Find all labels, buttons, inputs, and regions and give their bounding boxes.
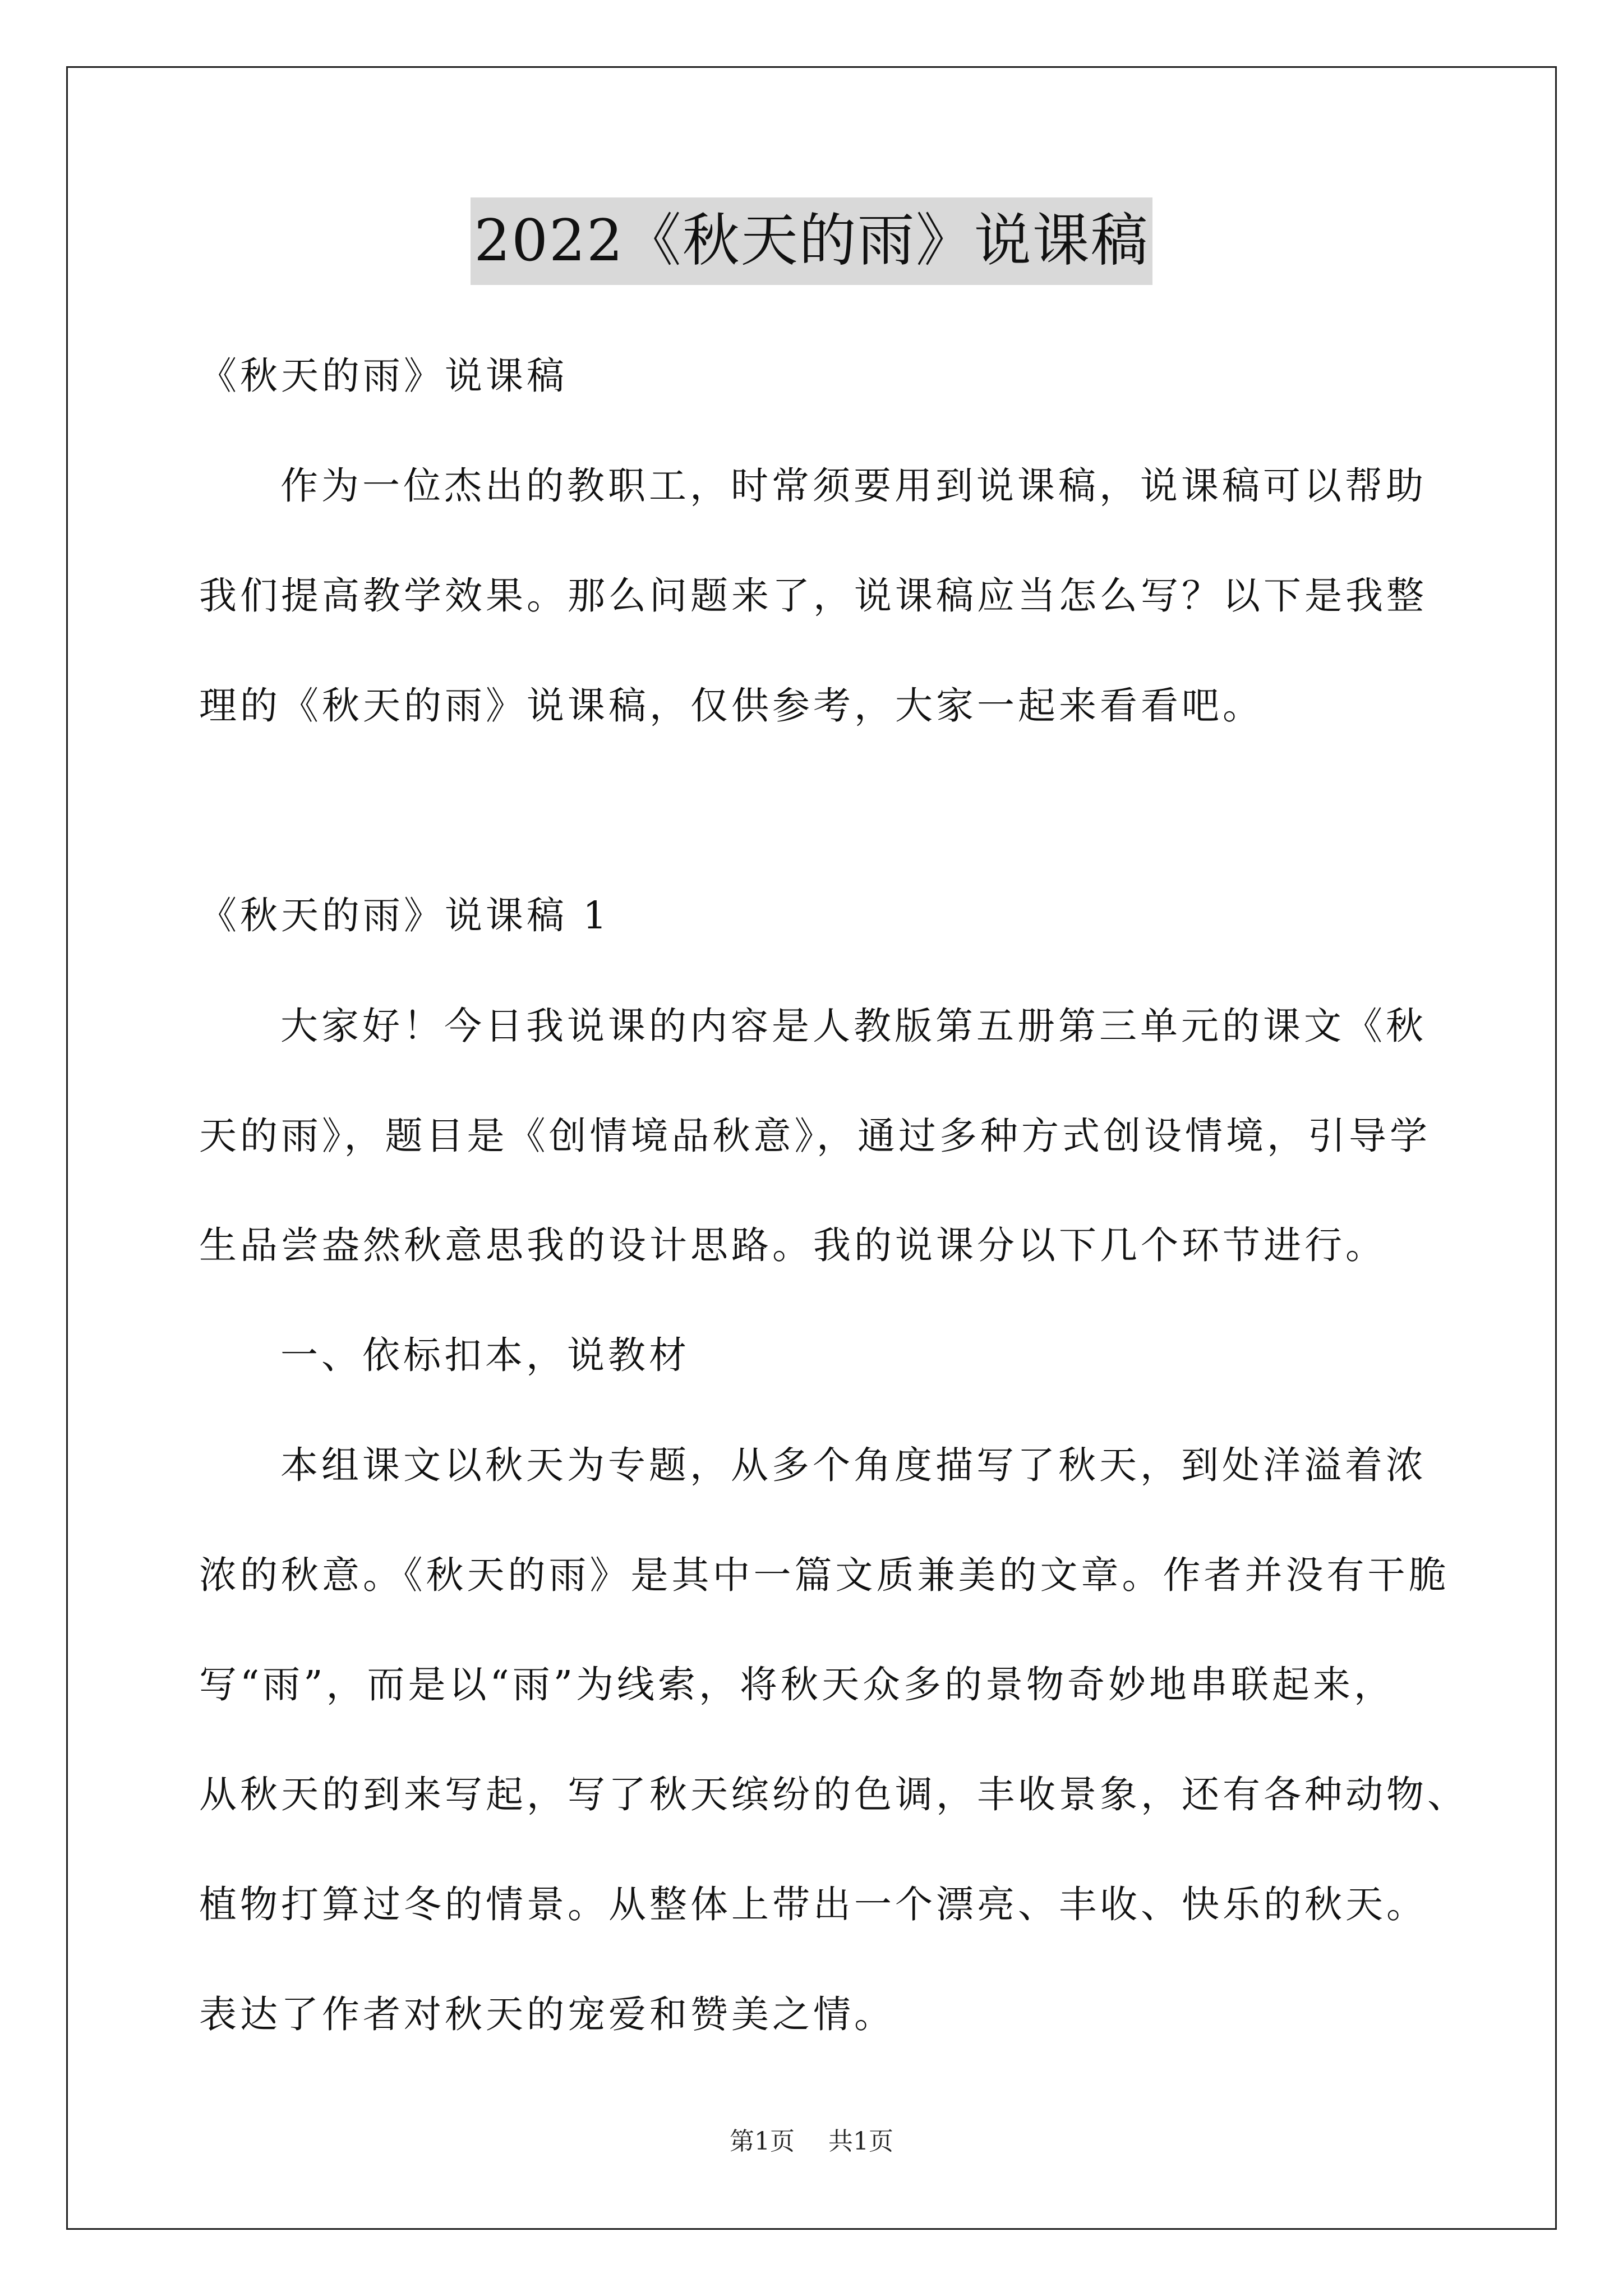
- title-container: [0, 197, 1623, 285]
- section-heading: 《秋天的雨》说课稿 1: [199, 894, 610, 937]
- paragraph-line: 作为一位杰出的教职工，时常须要用到说课稿，说课稿可以帮助: [280, 464, 1427, 508]
- paragraph-line: 植物打算过冬的情景。从整体上带出一个漂亮、丰收、快乐的秋天。: [199, 1883, 1427, 1926]
- paragraph-line: 我们提高教学效果。那么问题来了，说课稿应当怎么写？以下是我整: [199, 574, 1427, 618]
- page-number: 第1页: [730, 2127, 795, 2156]
- paragraph-line: 浓的秋意。《秋天的雨》是其中一篇文质兼美的文章。作者并没有干脆: [199, 1553, 1450, 1597]
- paragraph-line: 本组课文以秋天为专题，从多个角度描写了秋天，到处洋溢着浓: [280, 1443, 1427, 1487]
- paragraph-line: 从秋天的到来写起，写了秋天缤纷的色调，丰收景象，还有各种动物、: [199, 1773, 1468, 1816]
- subtitle-line: 《秋天的雨》说课稿: [199, 354, 568, 398]
- paragraph-line: 大家好！今日我说课的内容是人教版第五册第三单元的课文《秋: [280, 1004, 1427, 1048]
- paragraph-line: 生品尝盎然秋意思我的设计思路。我的说课分以下几个环节进行。: [199, 1223, 1386, 1267]
- paragraph-line: 理的《秋天的雨》说课稿，仅供参考，大家一起来看看吧。: [199, 684, 1264, 728]
- paragraph-line: 天的雨》，题目是《创情境品秋意》，通过多种方式创设情境，引导学: [199, 1114, 1431, 1158]
- paragraph-line: 写“雨”，而是以“雨”为线索，将秋天众多的景物奇妙地串联起来，: [199, 1663, 1395, 1706]
- paragraph-line: 表达了作者对秋天的宠爱和赞美之情。: [199, 1993, 895, 2036]
- subsection-heading: 一、依标扣本，说教材: [280, 1333, 690, 1377]
- page-footer: [0, 2125, 1623, 2159]
- document-title: 2022《秋天的雨》说课稿: [471, 197, 1152, 285]
- page-total: 共1页: [828, 2127, 893, 2156]
